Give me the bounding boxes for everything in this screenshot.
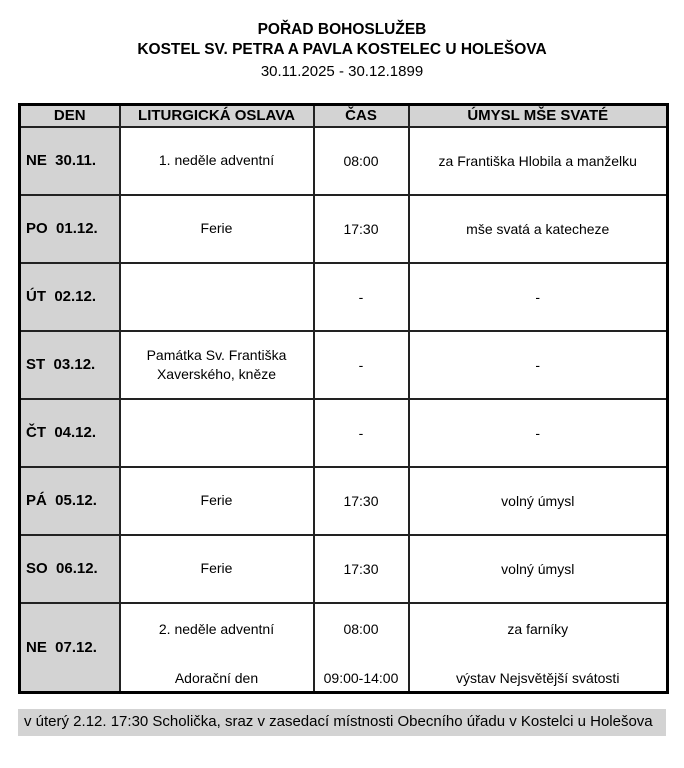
intention-line-1: za farníky [507,621,569,638]
day-cell: PO 01.12. [20,195,120,263]
celebration-line-1: 2. neděle adventní [158,621,275,638]
table-row [20,467,668,535]
day-cell: ST 03.12. [20,331,120,399]
celebration-cell: Ferie [120,195,314,263]
page-header [0,20,684,82]
intention-cell: - [409,263,668,331]
col-header-cas: ČAS [314,105,409,127]
intention-cell: volný úmysl [409,467,668,535]
intention-cell: za Františka Hlobila a manželku [409,127,668,195]
col-header-umysl: ÚMYSL MŠE SVATÉ [409,105,668,127]
time-cell: - [314,331,409,399]
table-row [20,603,668,693]
time-cell: 08:00 [314,127,409,195]
time-cell [314,603,409,693]
schedule-table [18,103,669,694]
celebration-cell [120,399,314,467]
intention-line-2: výstav Nejsvětější svátosti [456,670,620,687]
time-cell: - [314,263,409,331]
table-row [20,195,668,263]
day-cell: NE 30.11. [20,127,120,195]
day-cell: SO 06.12. [20,535,120,603]
church-name: KOSTEL SV. PETRA A PAVLA KOSTELEC U HOLEŠOVA [137,41,547,58]
celebration-cell [120,603,314,693]
time-line-2: 09:00-14:00 [323,670,399,687]
time-cell: - [314,399,409,467]
day-cell: ÚT 02.12. [20,263,120,331]
day-cell: ČT 04.12. [20,399,120,467]
col-header-liturgicka-oslava: LITURGICKÁ OSLAVA [120,105,314,127]
day-cell: PÁ 05.12. [20,467,120,535]
date-range: 30.11.2025 - 30.12.1899 [260,63,424,80]
col-header-den: DEN [20,105,120,127]
intention-cell: volný úmysl [409,535,668,603]
celebration-cell: Ferie [120,467,314,535]
intention-cell [409,603,668,693]
celebration-cell: Ferie [120,535,314,603]
celebration-cell: Památka Sv. Františka Xaverského, kněze [120,331,314,399]
time-cell: 17:30 [314,467,409,535]
celebration-cell [120,263,314,331]
intention-cell: mše svatá a katecheze [409,195,668,263]
intention-cell: - [409,331,668,399]
footer-note: v úterý 2.12. 17:30 Scholička, sraz v zasedací místnosti Obecního úřadu v Kostelci u Holešova [18,709,666,736]
table-row [20,535,668,603]
time-cell: 17:30 [314,195,409,263]
celebration-line-2: Adorační den [174,670,259,687]
table-row [20,263,668,331]
celebration-cell: 1. neděle adventní [120,127,314,195]
intention-cell: - [409,399,668,467]
time-line-1: 08:00 [343,621,379,638]
header-row [20,105,668,127]
page-title: POŘAD BOHOSLUŽEB [257,21,427,38]
table-row [20,127,668,195]
table-row [20,331,668,399]
table-row [20,399,668,467]
time-cell: 17:30 [314,535,409,603]
day-cell: NE 07.12. [20,603,120,693]
